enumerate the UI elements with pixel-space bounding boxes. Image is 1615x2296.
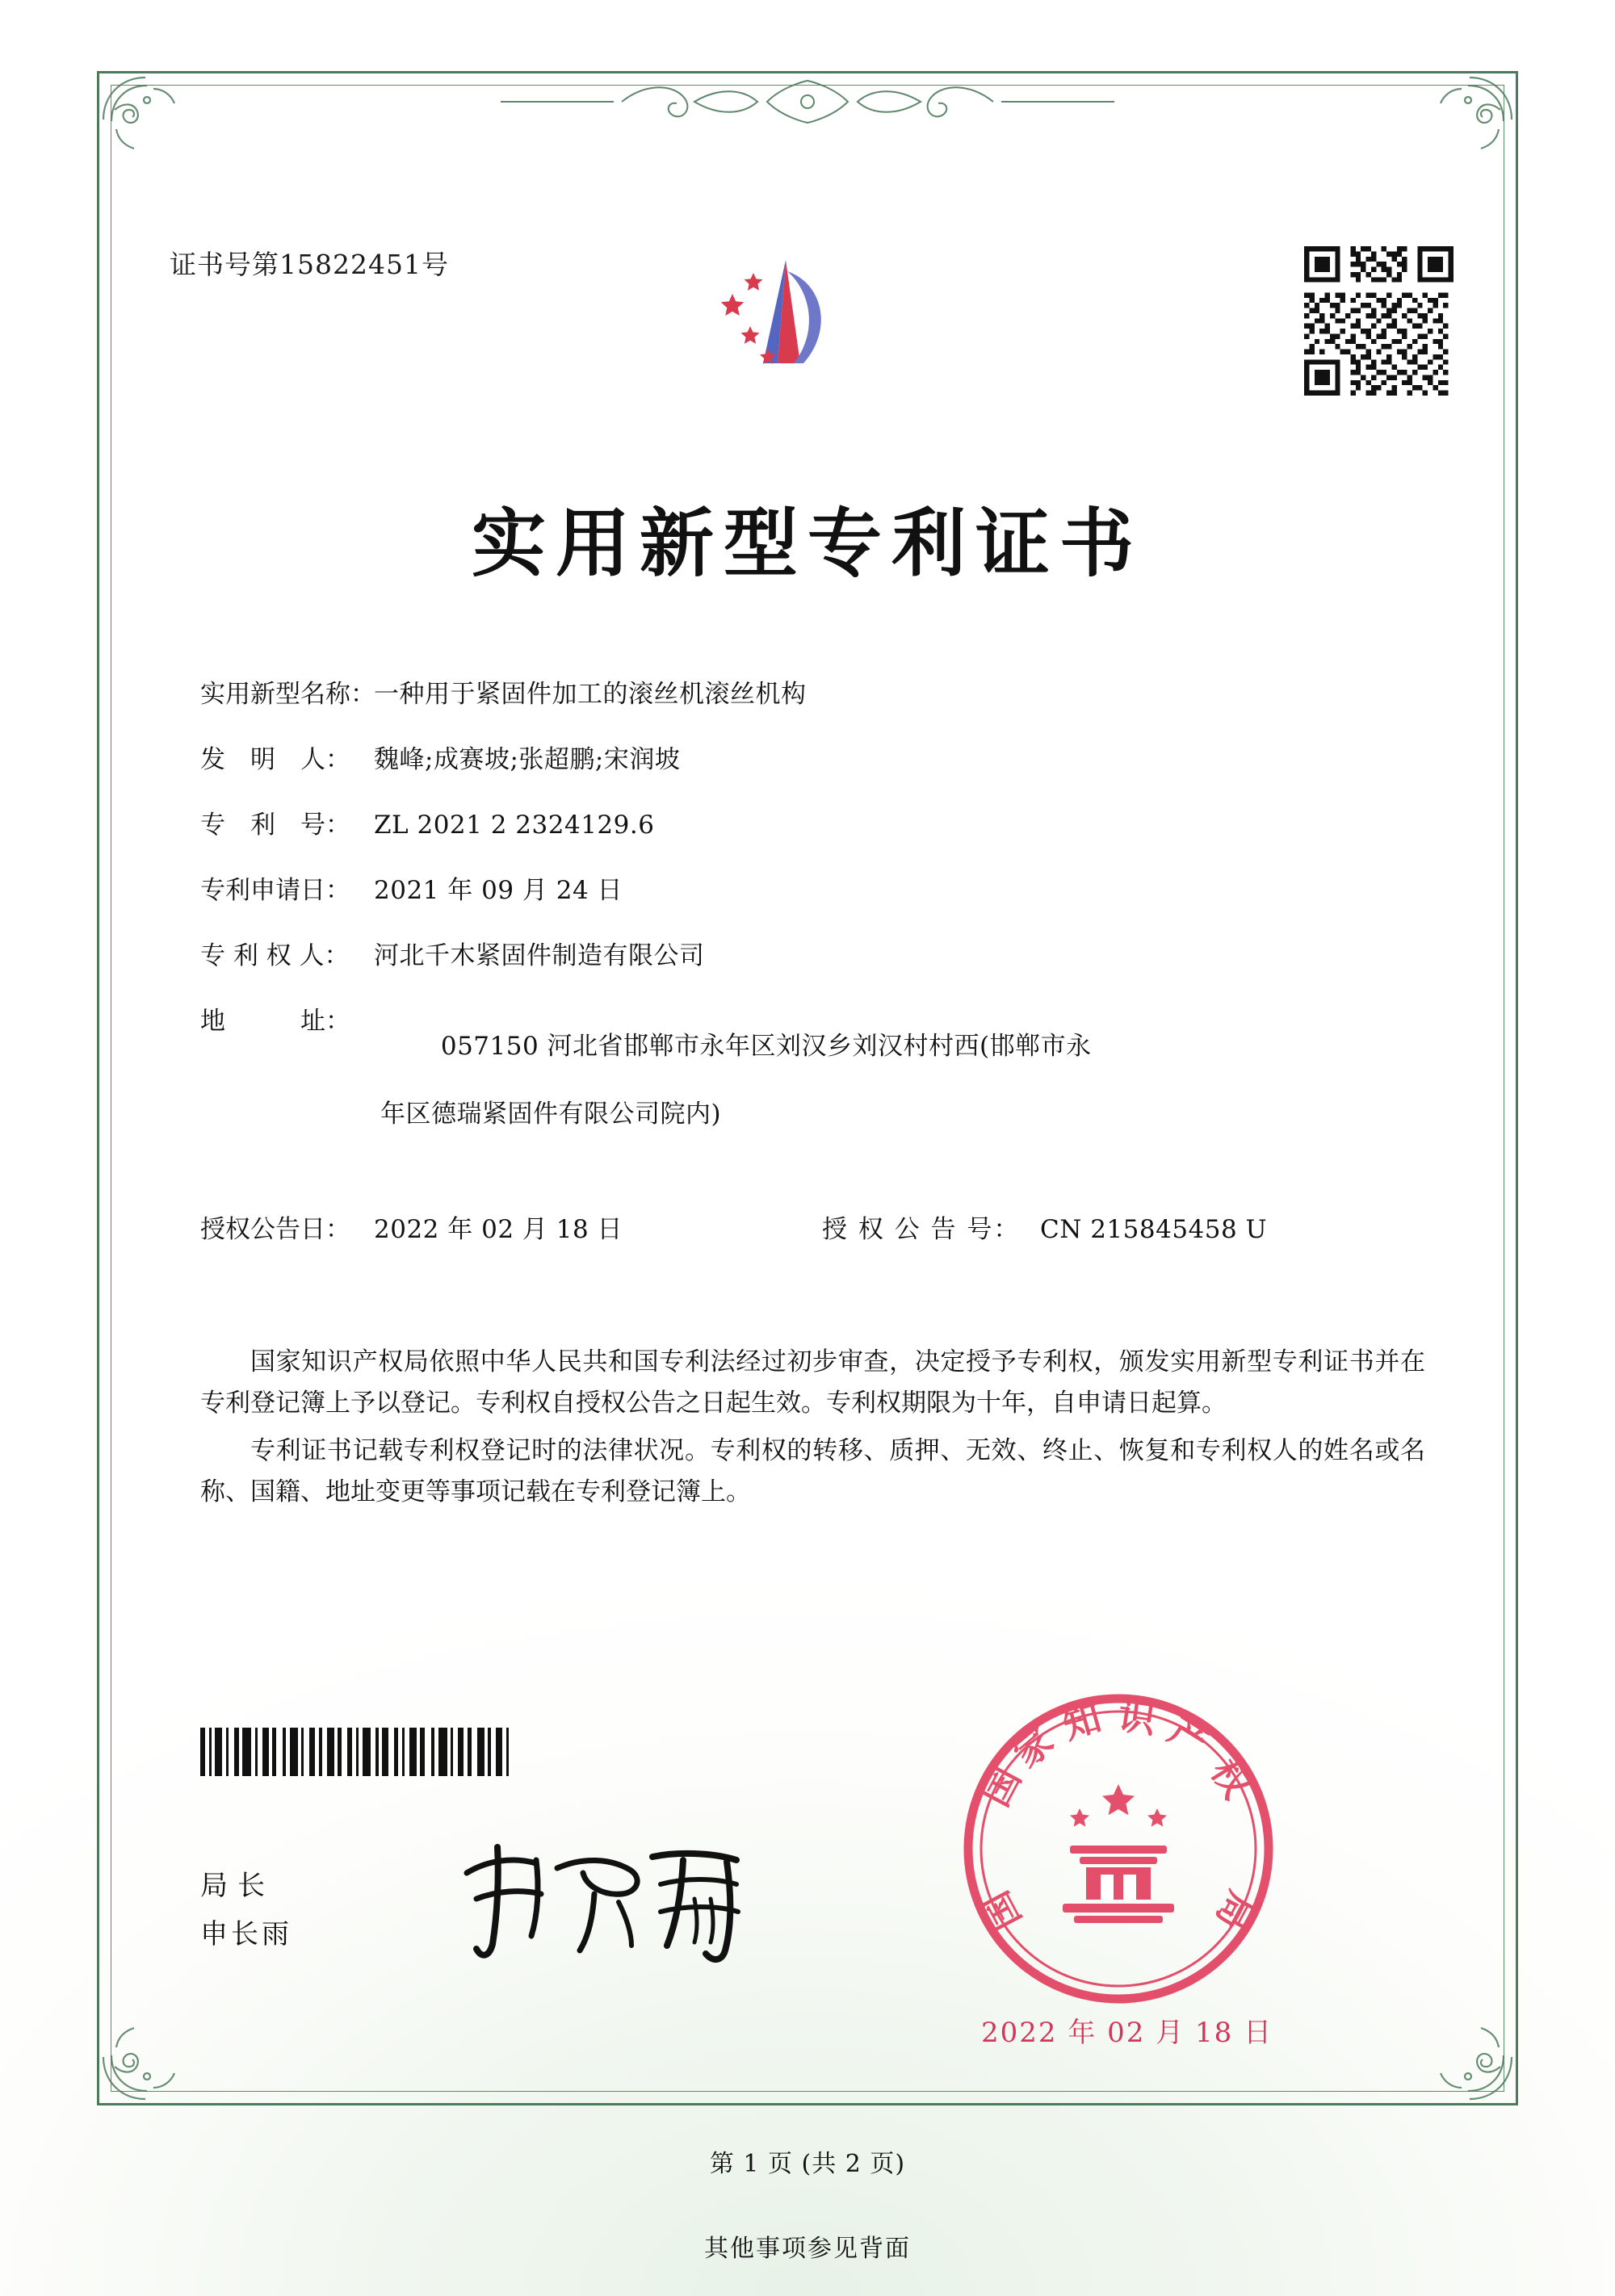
field-row-patentee bbox=[200, 941, 1429, 970]
field-group-grant-number bbox=[822, 1217, 1267, 1242]
field-value: 2021 年 09 月 24 日 bbox=[374, 876, 623, 905]
svg-text:国: 国 bbox=[973, 1760, 1030, 1813]
field-label: 实用新型名称： bbox=[200, 680, 375, 709]
field-label: 发 明 人： bbox=[200, 745, 350, 774]
svg-text:局: 局 bbox=[1207, 1884, 1264, 1938]
address-line-1: 057150 河北省邯郸市永年区刘汉乡刘汉村村西(邯郸市永 bbox=[440, 1032, 1092, 1061]
official-seal bbox=[957, 1687, 1280, 2010]
field-label: 授权公告日： bbox=[200, 1215, 350, 1244]
field-value-block bbox=[374, 1009, 1429, 1177]
svg-text:权: 权 bbox=[1202, 1751, 1260, 1806]
paragraph-2: 专利证书记载专利权登记时的法律状况。专利权的转移、质押、无效、终止、恢复和专利权人的姓名或名称、国籍、地址变更等事项记载在专利登记簿上。 bbox=[200, 1436, 1425, 1507]
field-row-address bbox=[200, 1009, 1429, 1177]
field-row-patent-number bbox=[200, 813, 1429, 838]
field-value: 河北千木紧固件制造有限公司 bbox=[374, 941, 705, 970]
legal-text-block bbox=[200, 1342, 1425, 1520]
page-indicator: 第 1 页 (共 2 页) bbox=[709, 2150, 906, 2178]
corner-ornament-icon bbox=[97, 2009, 194, 2105]
footer-note: 其他事项参见背面 bbox=[704, 2235, 911, 2263]
director-title-label: 局长 bbox=[200, 1870, 275, 1902]
svg-text:知: 知 bbox=[1058, 1695, 1106, 1748]
paragraph-1: 国家知识产权局依照中华人民共和国专利法经过初步审查，决定授予专利权，颁发实用新型专利证书并在专利登记簿上予以登记。专利权自授权公告之日起生效。专利权期限为十年，自申请日起算。 bbox=[200, 1347, 1425, 1418]
handwritten-signature-icon bbox=[452, 1825, 791, 1970]
field-value: 魏峰;成赛坡;张超鹏;宋润坡 bbox=[374, 745, 681, 774]
field-value: 一种用于紧固件加工的滚丝机滚丝机构 bbox=[374, 680, 807, 709]
seal-date: 2022 年 02 月 18 日 bbox=[981, 2017, 1273, 2049]
field-value: CN 215845458 U bbox=[1040, 1215, 1268, 1244]
qr-code-icon bbox=[1304, 246, 1454, 396]
field-label: 专 利 权 人： bbox=[200, 941, 350, 970]
field-label: 地 址： bbox=[200, 1007, 350, 1036]
svg-text:国: 国 bbox=[973, 1884, 1030, 1938]
field-label: 专利申请日： bbox=[200, 876, 350, 905]
field-row-utility-model-name bbox=[200, 682, 1429, 707]
field-group-grant-date bbox=[200, 1217, 822, 1242]
svg-text:产: 产 bbox=[1161, 1707, 1216, 1766]
svg-text:识: 识 bbox=[1115, 1693, 1159, 1742]
certificate-number: 证书号第15822451号 bbox=[170, 249, 449, 280]
page-title: 实用新型专利证书 bbox=[471, 500, 1143, 587]
corner-ornament-icon bbox=[1421, 2009, 1518, 2105]
field-row-application-date bbox=[200, 878, 1429, 903]
barcode-icon bbox=[200, 1728, 604, 1776]
director-name: 申长雨 bbox=[200, 1918, 292, 1950]
patent-office-emblem-icon bbox=[682, 242, 868, 428]
field-value: ZL 2021 2 2324129.6 bbox=[374, 811, 655, 840]
field-row-grant bbox=[200, 1217, 1429, 1242]
corner-ornament-icon bbox=[1421, 71, 1518, 168]
corner-ornament-icon bbox=[97, 71, 194, 168]
field-list bbox=[200, 682, 1429, 1263]
svg-text:家: 家 bbox=[1005, 1718, 1062, 1776]
field-row-inventor bbox=[200, 745, 1429, 774]
address-line-2: 年区德瑞紧固件有限公司院内) bbox=[380, 1100, 722, 1129]
top-ornament-icon bbox=[501, 74, 1114, 131]
field-label: 专 利 号： bbox=[200, 811, 350, 840]
field-value: 2022 年 02 月 18 日 bbox=[374, 1215, 623, 1244]
field-label: 授 权 公 告 号： bbox=[822, 1215, 1021, 1244]
